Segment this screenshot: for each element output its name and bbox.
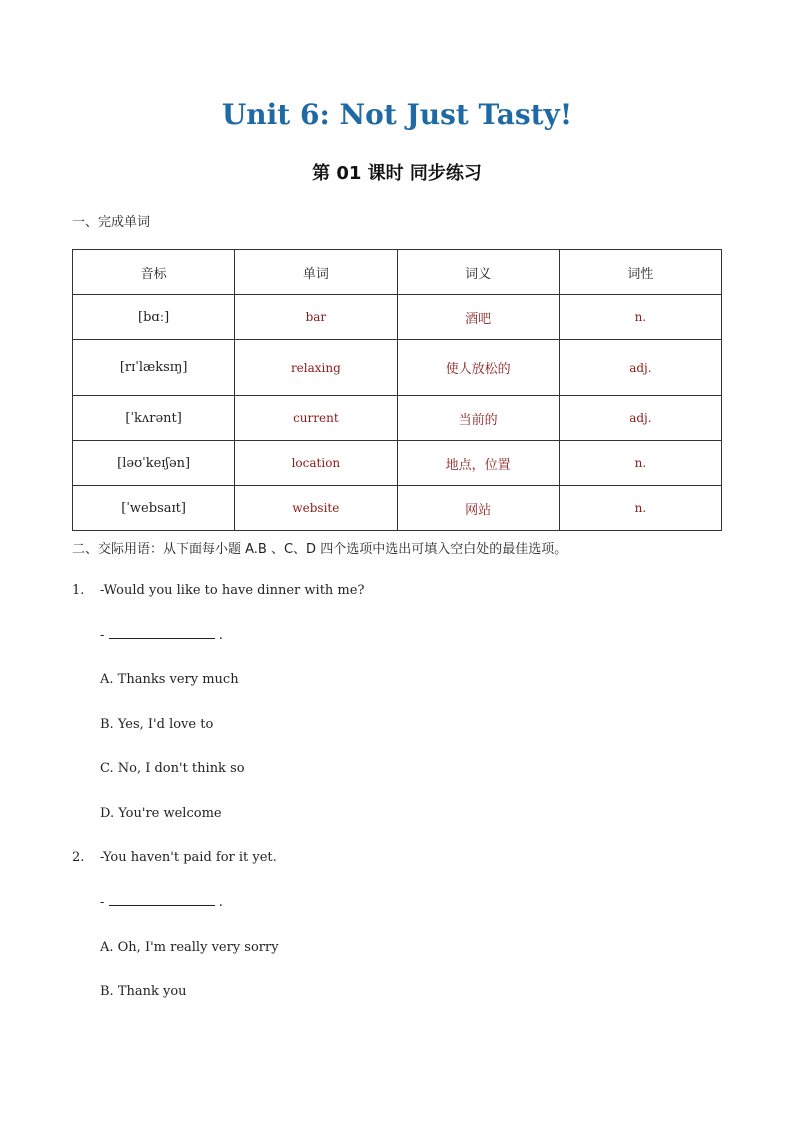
word-cell: current [235, 396, 397, 441]
answer-end: . [218, 628, 223, 643]
question-number: 1. [72, 583, 85, 598]
section-heading-dialogue: 二、交际用语：从下面每小题 A.B 、C、D 四个选项中选出可填入空白处的最佳选项。 [72, 542, 568, 557]
word-cell: website [235, 486, 397, 531]
meaning-cell: 地点，位置 [397, 441, 559, 486]
column-header: 词性 [559, 250, 721, 295]
part-of-speech-cell: n. [559, 441, 721, 486]
option-b: B. Thank you [100, 984, 187, 999]
answer-blank-line [100, 628, 223, 643]
answer-end: . [218, 895, 223, 910]
option-c: C. No, I don't think so [100, 761, 245, 776]
meaning-cell: 使人放松的 [397, 340, 559, 396]
vocabulary-table [72, 249, 722, 531]
question-prompt: -Would you like to have dinner with me? [100, 583, 365, 598]
phonetic-cell: [rɪˈlæksɪŋ] [73, 340, 235, 396]
table-row [73, 486, 722, 531]
phonetic-cell: [ˈwebsaɪt] [73, 486, 235, 531]
phonetic-cell: [ləʊˈkeɪʃən] [73, 441, 235, 486]
option-b: B. Yes, I'd love to [100, 717, 214, 732]
column-header: 单词 [235, 250, 397, 295]
column-header: 音标 [73, 250, 235, 295]
word-cell: bar [235, 295, 397, 340]
table-row [73, 295, 722, 340]
table-row [73, 396, 722, 441]
part-of-speech-cell: n. [559, 486, 721, 531]
part-of-speech-cell: n. [559, 295, 721, 340]
part-of-speech-cell: adj. [559, 340, 721, 396]
option-d: D. You're welcome [100, 806, 222, 821]
section-heading-vocabulary: 一、完成单词 [72, 215, 151, 230]
meaning-cell: 网站 [397, 486, 559, 531]
answer-dash: - [100, 895, 105, 910]
answer-blank[interactable] [109, 895, 215, 906]
page-title: Unit 6: Not Just Tasty! [221, 98, 573, 131]
page-subtitle: 第 01 课时 同步练习 [312, 163, 482, 184]
table-row [73, 340, 722, 396]
answer-blank[interactable] [109, 628, 215, 639]
phonetic-cell: [bɑː] [73, 295, 235, 340]
meaning-cell: 酒吧 [397, 295, 559, 340]
table-header-row [73, 250, 722, 295]
table-row [73, 441, 722, 486]
answer-dash: - [100, 628, 105, 643]
column-header: 词义 [397, 250, 559, 295]
question-prompt: -You haven't paid for it yet. [100, 850, 277, 865]
option-a: A. Thanks very much [100, 672, 239, 687]
word-cell: relaxing [235, 340, 397, 396]
meaning-cell: 当前的 [397, 396, 559, 441]
question-number: 2. [72, 850, 85, 865]
part-of-speech-cell: adj. [559, 396, 721, 441]
word-cell: location [235, 441, 397, 486]
phonetic-cell: [ˈkʌrənt] [73, 396, 235, 441]
answer-blank-line [100, 895, 223, 910]
option-a: A. Oh, I'm really very sorry [100, 940, 279, 955]
